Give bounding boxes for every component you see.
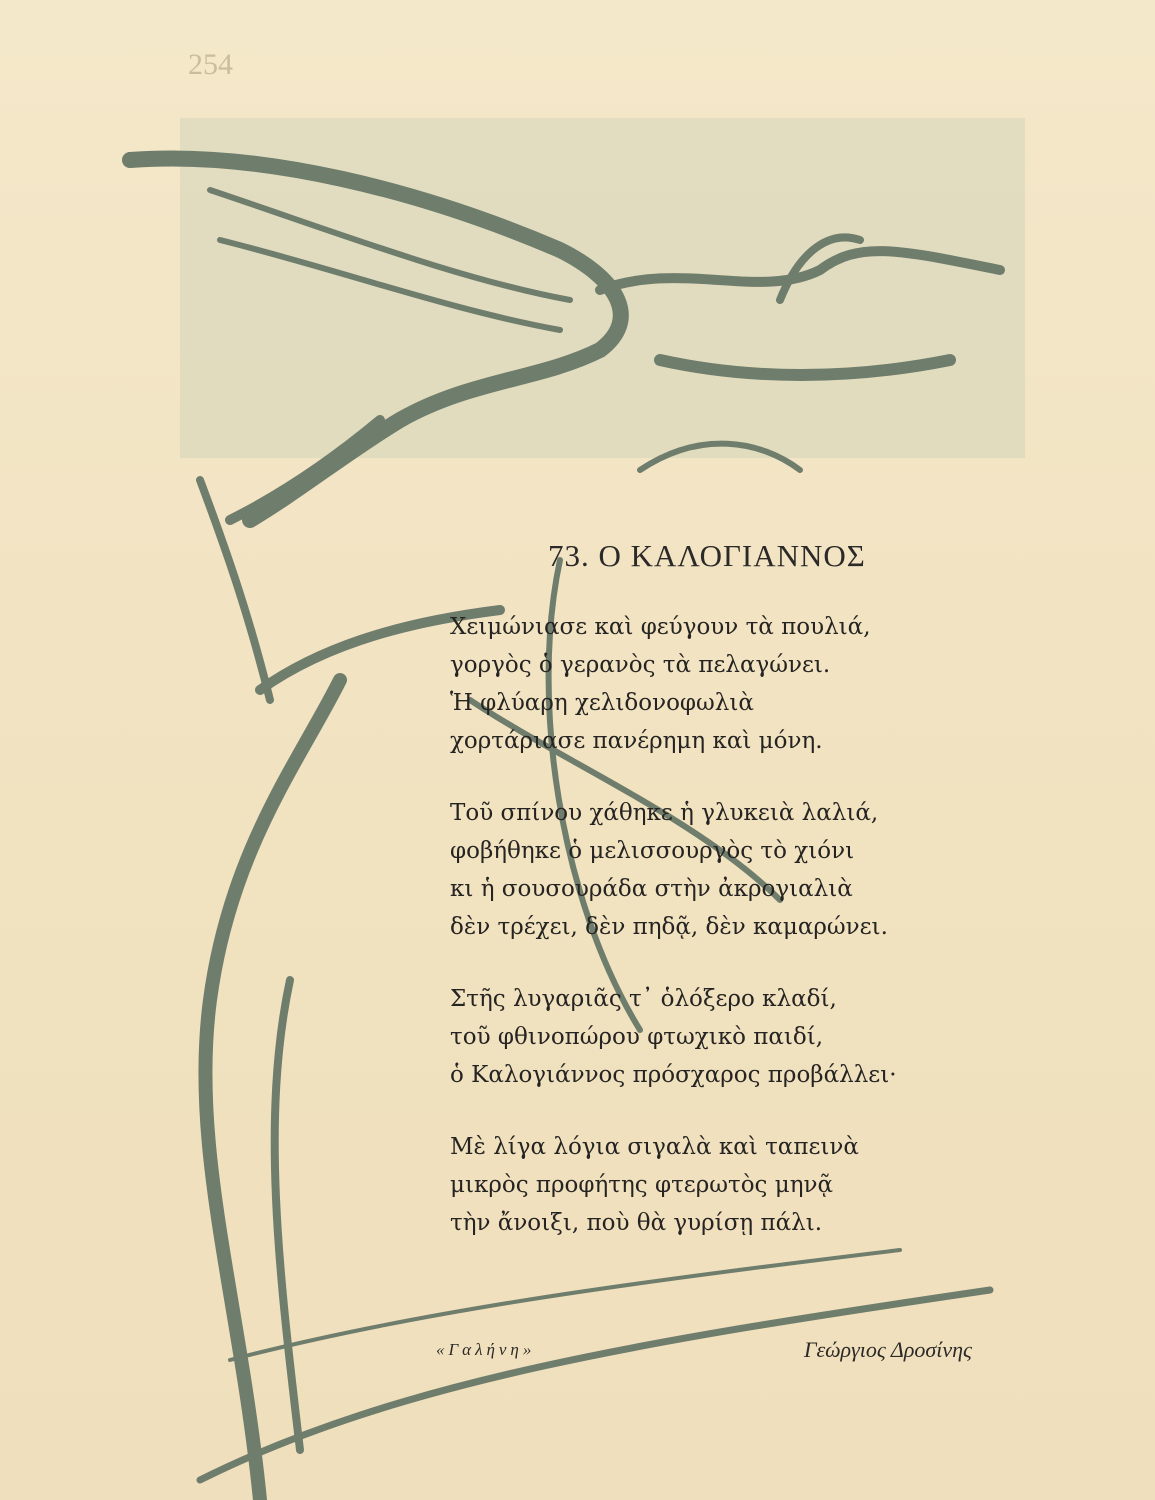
- stanza-1: [450, 608, 1010, 760]
- stanza-3: [450, 980, 1010, 1094]
- poem-source: «Γαλήνη»: [436, 1340, 536, 1359]
- poem-author: Γεώργιος Δροσίνης: [804, 1337, 972, 1362]
- poem-line: δὲν τρέχει, δὲν πηδᾷ, δὲν καμαρώνει.: [450, 914, 888, 940]
- poem-line: χορτάριασε πανέρημη καὶ μόνη.: [450, 728, 823, 754]
- stanza-4: [450, 1128, 1010, 1242]
- poem-line: μικρὸς προφήτης φτερωτὸς μηνᾷ: [450, 1172, 833, 1198]
- page-number: 254: [188, 48, 233, 81]
- poem-line: ὁ Καλογιάννος πρόσχαρος προβάλλει·: [450, 1062, 897, 1088]
- poem-line: κι ἡ σουσουράδα στὴν ἀκρογιαλιὰ: [450, 876, 853, 902]
- poem-line: Μὲ λίγα λόγια σιγαλὰ καὶ ταπεινὰ: [450, 1134, 859, 1160]
- poem-line: τοῦ φθινοπώρου φτωχικὸ παιδί,: [450, 1024, 824, 1050]
- poem-line: φοβήθηκε ὁ μελισσουργὸς τὸ χιόνι: [450, 838, 855, 864]
- stanza-2: [450, 794, 1010, 946]
- poem-line: Χειμώνιασε καὶ φεύγουν τὰ πουλιά,: [450, 614, 871, 640]
- poem-line: Ἡ φλύαρη χελιδονοφωλιὰ: [450, 690, 754, 716]
- poem-line: γοργὸς ὁ γερανὸς τὰ πελαγώνει.: [450, 652, 831, 678]
- poem-line: Τοῦ σπίνου χάθηκε ἡ γλυκειὰ λαλιά,: [450, 800, 879, 826]
- poem-line: τὴν ἄνοιξι, ποὺ θὰ γυρίσῃ πάλι.: [450, 1210, 823, 1236]
- poem-body: [450, 608, 1010, 1276]
- poem-line: Στῆς λυγαριᾶς τ᾽ ὁλόξερο κλαδί,: [450, 986, 837, 1012]
- poem-title: 73. Ο ΚΑΛΟΓΙΑΝΝΟΣ: [548, 538, 866, 573]
